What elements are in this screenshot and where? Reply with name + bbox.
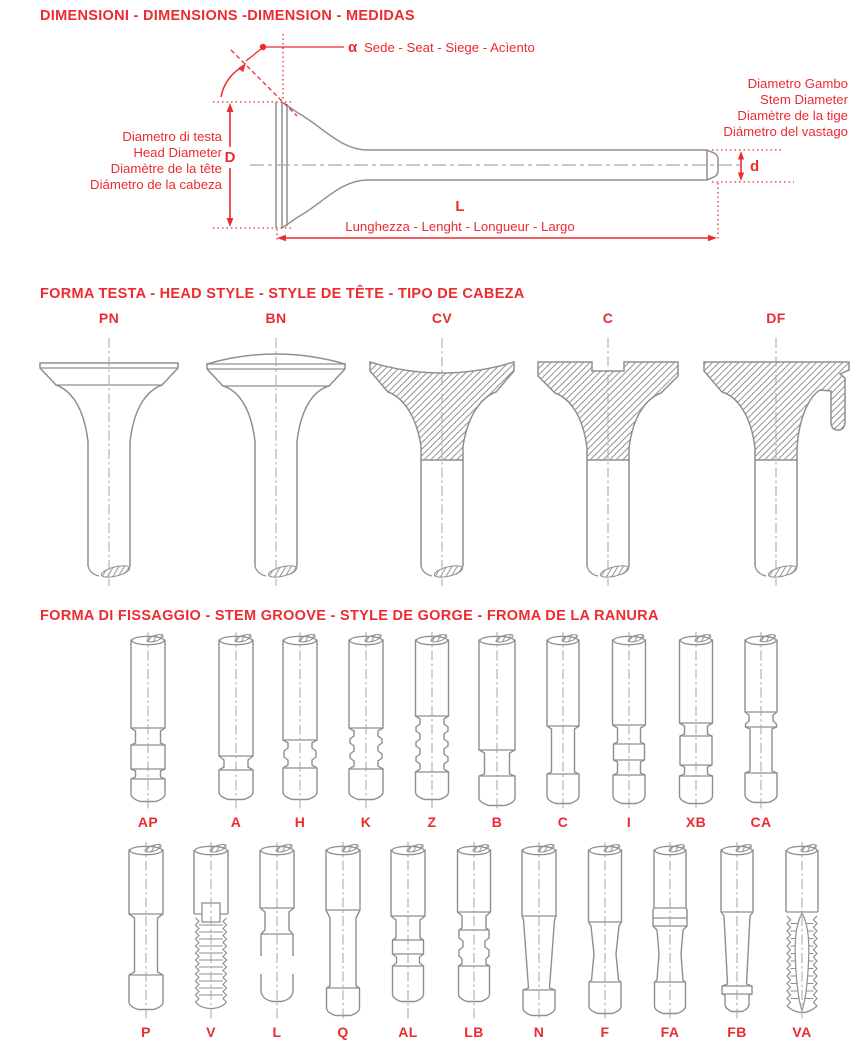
groove-figure-Z — [400, 632, 464, 817]
groove-label-FA: FA — [660, 1024, 680, 1040]
head-figure-BN — [193, 330, 359, 597]
groove-figure-H — [268, 632, 332, 817]
stem-drawing-A — [204, 632, 268, 812]
head-diameter-label — [90, 129, 223, 192]
svg-text:Diamètre de la tête: Diamètre de la tête — [110, 161, 222, 176]
head-label-CV: CV — [431, 310, 453, 326]
seat-angle-dot — [260, 44, 266, 50]
groove-label-P: P — [141, 1024, 151, 1040]
head-drawing-CV — [359, 330, 525, 592]
groove-figure-Q — [311, 842, 375, 1027]
groove-figure-F — [573, 842, 637, 1027]
head-style-section-title: FORMA TESTA - HEAD STYLE - STYLE DE TÊTE - TIPO DE CABEZA — [40, 286, 525, 302]
groove-label-LB: LB — [464, 1024, 484, 1040]
head-label-DF: DF — [766, 310, 786, 326]
groove-label-H: H — [294, 814, 306, 830]
stem-drawing-C — [531, 632, 595, 812]
groove-figure-V — [179, 842, 243, 1027]
head-figure-CV — [359, 330, 525, 597]
groove-label-Z: Z — [427, 814, 437, 830]
svg-text:Diametro Gambo: Diametro Gambo — [747, 76, 848, 91]
head-figure-DF — [693, 330, 859, 597]
stem-drawing-P — [114, 842, 178, 1022]
groove-figure-L — [245, 842, 309, 1027]
groove-figure-FA — [638, 842, 702, 1027]
groove-label-F: F — [600, 1024, 610, 1040]
head-label-PN: PN — [98, 310, 120, 326]
groove-label-FB: FB — [727, 1024, 747, 1040]
groove-label-A: A — [230, 814, 242, 830]
svg-text:Diámetro de la cabeza: Diámetro de la cabeza — [90, 177, 222, 192]
head-drawing-PN — [26, 330, 192, 592]
stem-drawing-FA — [638, 842, 702, 1022]
length-label: Lunghezza - Lenght - Longueur - Largo — [345, 219, 575, 234]
groove-label-B: B — [491, 814, 503, 830]
groove-label-L: L — [272, 1024, 282, 1040]
stem-drawing-L — [245, 842, 309, 1022]
stem-drawing-AL — [376, 842, 440, 1022]
stem-drawing-LB — [442, 842, 506, 1022]
head-drawing-DF — [693, 330, 859, 592]
groove-figure-A — [204, 632, 268, 817]
head-drawing-C — [525, 330, 691, 592]
stem-groove-section-title: FORMA DI FISSAGGIO - STEM GROOVE - STYLE DE GORGE - FROMA DE LA RANURA — [40, 608, 659, 624]
svg-text:Head Diameter: Head Diameter — [133, 145, 222, 160]
head-drawing-BN — [193, 330, 359, 592]
groove-figure-C — [531, 632, 595, 817]
groove-label-V: V — [206, 1024, 216, 1040]
groove-figure-P — [114, 842, 178, 1027]
stem-drawing-V — [179, 842, 243, 1022]
groove-figure-LB — [442, 842, 506, 1027]
groove-label-AP: AP — [137, 814, 159, 830]
groove-figure-XB — [664, 632, 728, 817]
stem-drawing-FB — [705, 842, 769, 1022]
groove-label-Q: Q — [337, 1024, 349, 1040]
groove-figure-VA — [770, 842, 834, 1027]
groove-label-AL: AL — [398, 1024, 418, 1040]
groove-figure-FB — [705, 842, 769, 1027]
groove-label-XB: XB — [685, 814, 707, 830]
stem-drawing-N — [507, 842, 571, 1022]
stem-drawing-XB — [664, 632, 728, 812]
stem-drawing-CA — [729, 632, 793, 812]
length-letter: L — [455, 198, 465, 215]
groove-figure-I — [597, 632, 661, 817]
svg-text:Stem Diameter: Stem Diameter — [760, 92, 848, 107]
alpha-symbol: α — [348, 39, 358, 56]
stem-dim-letter: d — [750, 158, 760, 175]
groove-label-N: N — [533, 1024, 545, 1040]
head-figure-C — [525, 330, 691, 597]
seat-label: Sede - Seat - Siege - Acìento — [364, 40, 535, 55]
stem-drawing-Z — [400, 632, 464, 812]
groove-label-VA: VA — [792, 1024, 812, 1040]
head-label-C: C — [602, 310, 614, 326]
svg-text:Diamètre de la tige: Diamètre de la tige — [737, 108, 848, 123]
dimensions-section-title: DIMENSIONI - DIMENSIONS -DIMENSION - MEDIDAS — [40, 8, 415, 24]
groove-label-K: K — [360, 814, 372, 830]
groove-figure-K — [334, 632, 398, 817]
stem-drawing-AP — [116, 632, 180, 812]
groove-label-C: C — [557, 814, 569, 830]
svg-text:Diámetro del vastago: Diámetro del vastago — [723, 124, 848, 139]
stem-drawing-Q — [311, 842, 375, 1022]
svg-text:Diametro di testa: Diametro di testa — [122, 129, 222, 144]
groove-figure-AL — [376, 842, 440, 1027]
stem-drawing-I — [597, 632, 661, 812]
groove-figure-AP — [116, 632, 180, 817]
stem-drawing-F — [573, 842, 637, 1022]
stem-drawing-VA — [770, 842, 834, 1022]
stem-drawing-B — [465, 632, 529, 812]
stem-drawing-H — [268, 632, 332, 812]
valve-dimension-drawing — [0, 28, 860, 270]
stem-diameter-label — [723, 76, 848, 139]
stem-drawing-K — [334, 632, 398, 812]
groove-figure-B — [465, 632, 529, 817]
head-figure-PN — [26, 330, 192, 597]
groove-label-I: I — [626, 814, 632, 830]
groove-figure-CA — [729, 632, 793, 817]
groove-label-CA: CA — [750, 814, 772, 830]
head-label-BN: BN — [265, 310, 287, 326]
groove-figure-N — [507, 842, 571, 1027]
head-dim-letter: D — [224, 149, 236, 166]
